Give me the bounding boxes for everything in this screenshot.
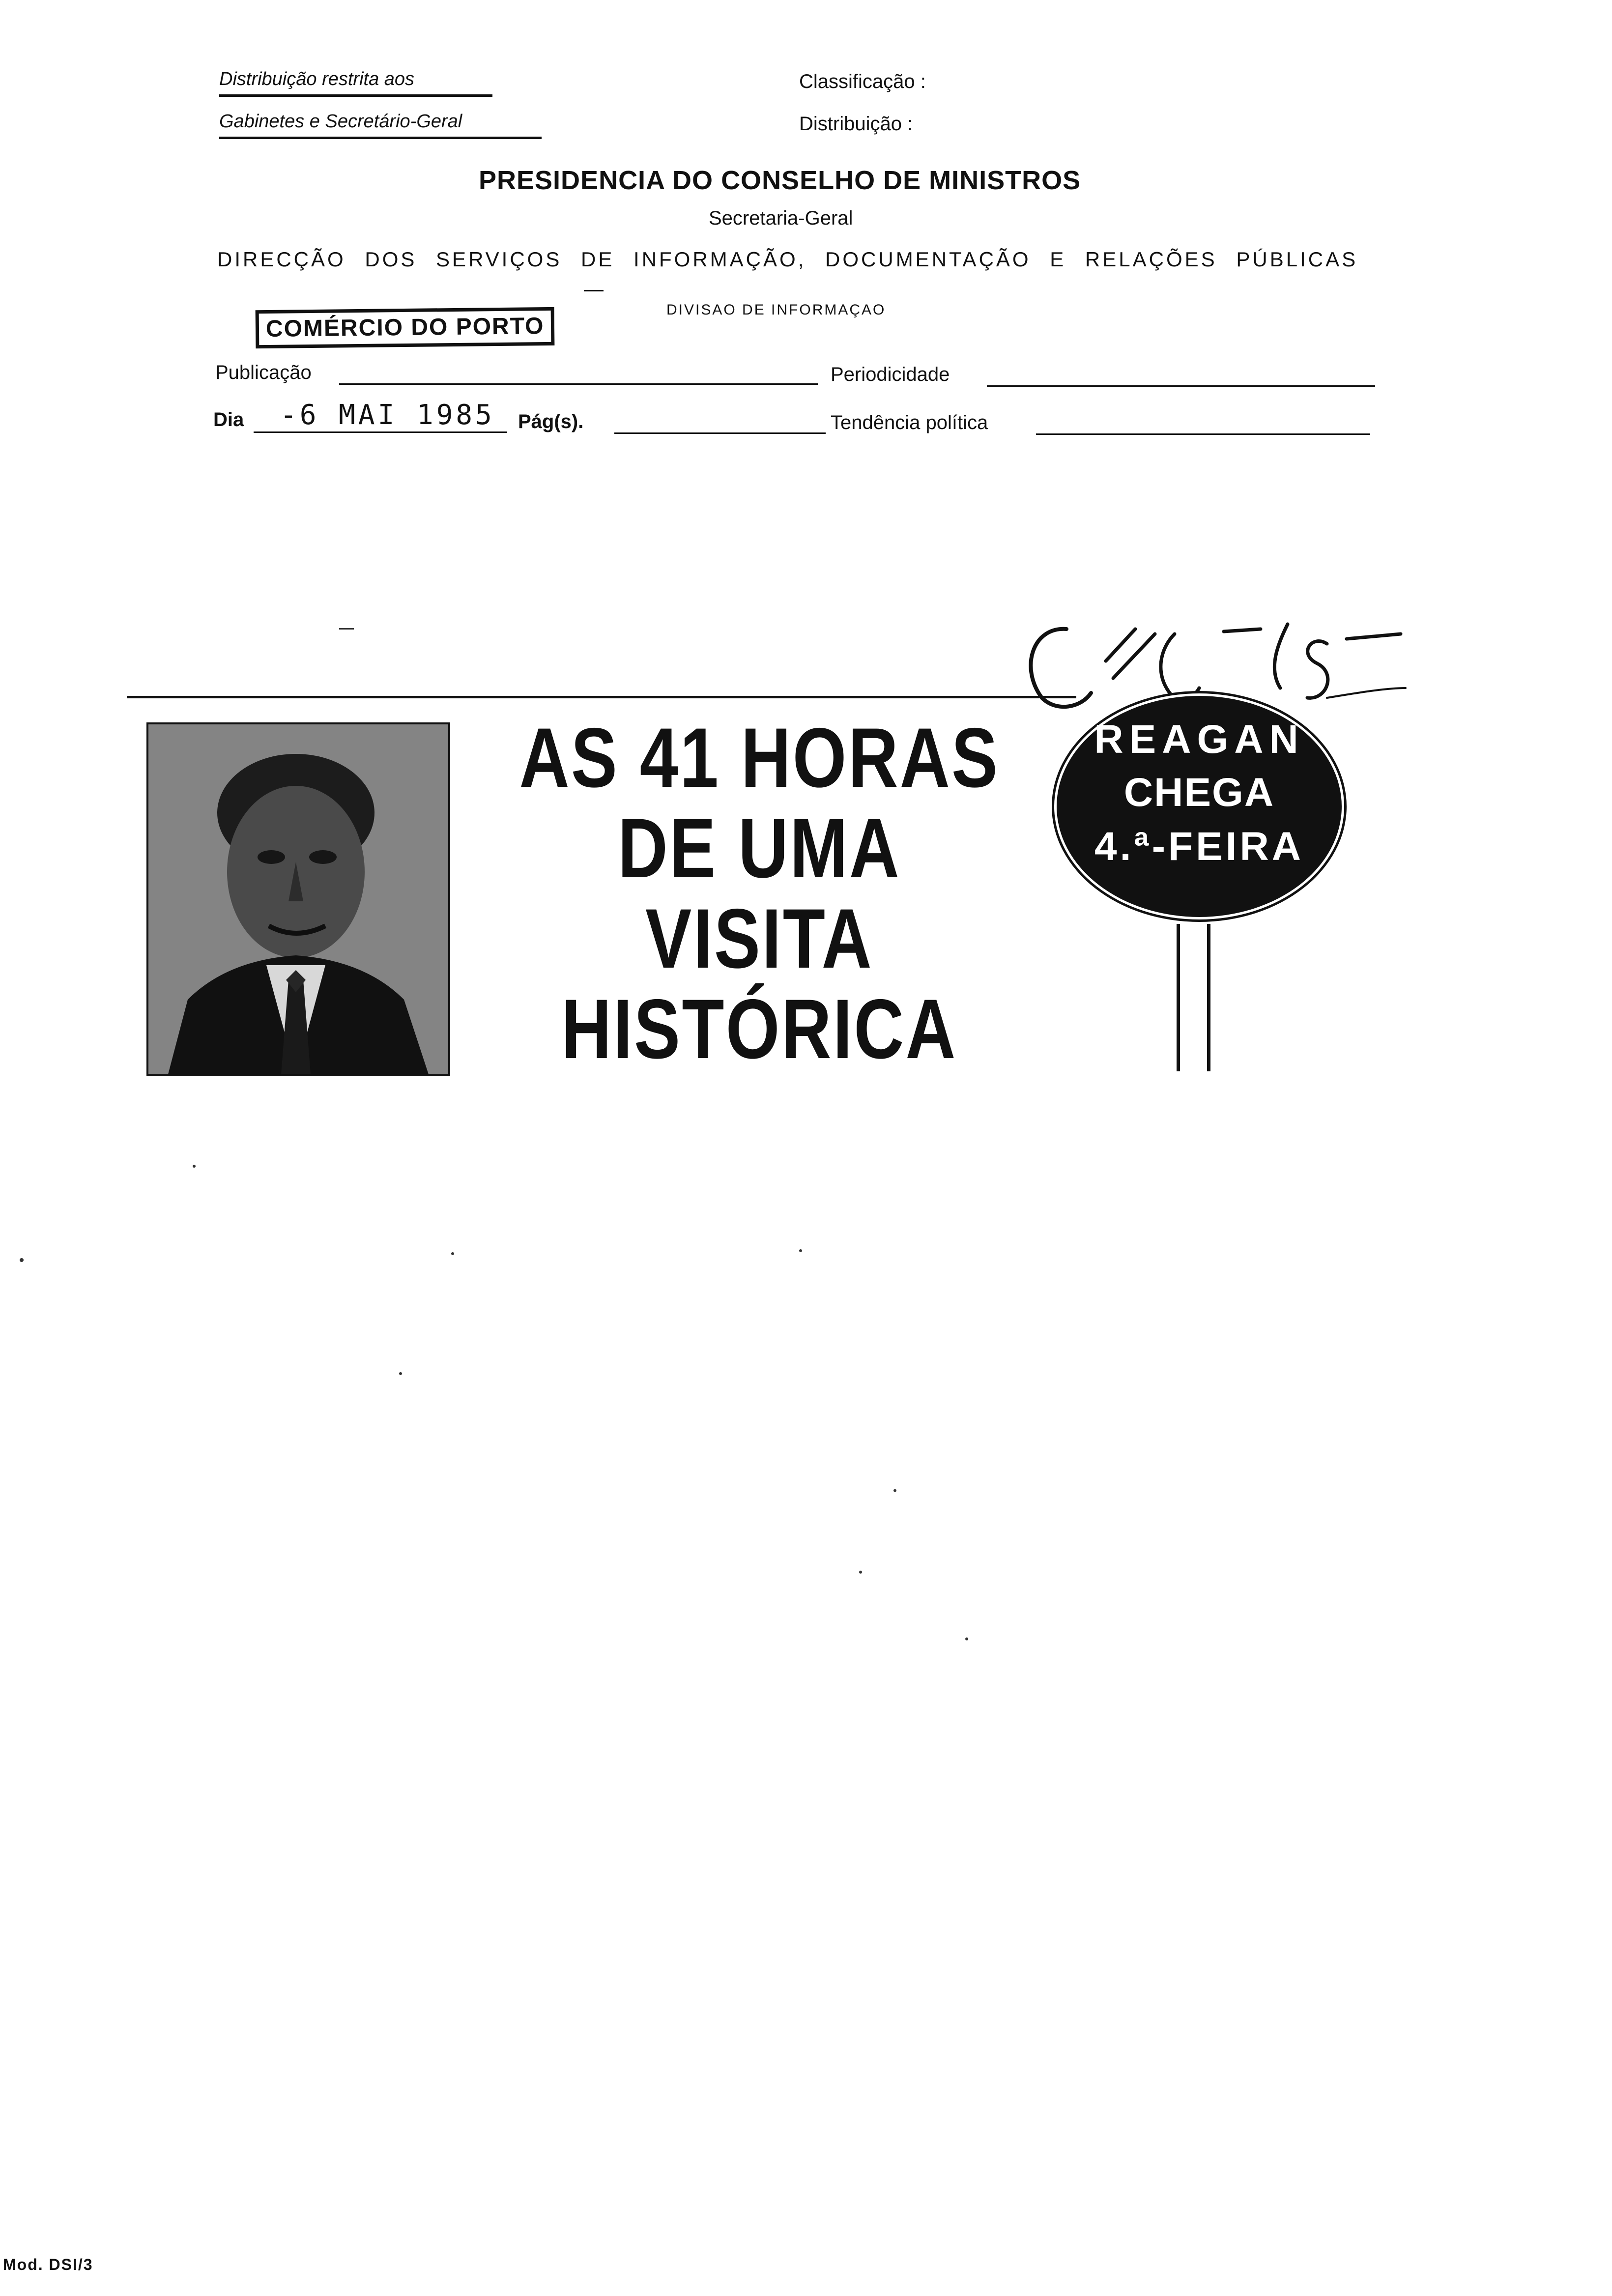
badge-line-2: CHEGA — [1123, 770, 1275, 815]
headline-line-3: VISITA — [645, 891, 873, 986]
headline-line-4: HISTÓRICA — [561, 982, 957, 1076]
scan-speck — [859, 1571, 862, 1574]
periodicidade-field-line — [987, 385, 1375, 387]
org-subtitle: Secretaria-Geral — [709, 207, 853, 229]
scan-speck — [451, 1252, 454, 1255]
org-title: PRESIDENCIA DO CONSELHO DE MINISTROS — [479, 166, 1081, 195]
restricted-distribution-line2: Gabinetes e Secretário-Geral — [219, 111, 462, 132]
headline-line-2: DE UMA — [618, 801, 901, 895]
dia-label: Dia — [213, 409, 244, 430]
dia-field-line — [254, 431, 507, 433]
classificacao-label: Classificação : — [799, 71, 926, 92]
dia-date-stamp: -6 MAI 1985 — [280, 399, 495, 431]
pags-field-line — [614, 432, 826, 434]
reagan-photo — [146, 722, 450, 1076]
reagan-badge — [1057, 696, 1342, 917]
direccao-line: DIRECÇÃO DOS SERVIÇOS DE INFORMAÇÃO, DOCUMENTAÇÃO E RELAÇÕES PÚBLICAS — [217, 248, 1358, 271]
scan-speck — [339, 628, 354, 630]
publication-stamp: COMÉRCIO DO PORTO — [256, 307, 555, 348]
headline-line-1: AS 41 HORAS — [519, 711, 1000, 805]
distribuicao-label: Distribuição : — [799, 113, 913, 135]
small-dash — [584, 290, 604, 291]
publicacao-field-line — [339, 383, 818, 385]
badge-line-1: REAGAN — [1094, 717, 1304, 762]
restricted-underline-1 — [219, 94, 492, 97]
restricted-underline-2 — [219, 137, 542, 139]
scan-speck — [799, 1249, 802, 1252]
tendencia-field-line — [1036, 433, 1370, 435]
periodicidade-label: Periodicidade — [831, 364, 950, 385]
badge-post-left — [1177, 924, 1180, 1071]
handwritten-text-hidden: C/ 5/5 — [1012, 608, 1034, 616]
scan-speck — [893, 1489, 896, 1492]
clipping-top-rule — [127, 696, 1076, 698]
model-code: Mod. DSI/3 — [3, 2256, 93, 2273]
publicacao-label: Publicação — [215, 362, 312, 383]
scan-speck — [20, 1258, 24, 1262]
badge-post-right — [1207, 924, 1210, 1071]
tendencia-label: Tendência política — [831, 412, 988, 433]
badge-line-3: 4.ª-FEIRA — [1094, 824, 1304, 869]
scan-speck — [399, 1372, 402, 1375]
restricted-distribution-line1: Distribuição restrita aos — [219, 69, 415, 89]
divisao-label: DIVISAO DE INFORMAÇAO — [666, 302, 886, 318]
pags-label: Pág(s). — [518, 411, 584, 432]
scan-speck — [193, 1165, 196, 1168]
headline-block — [457, 713, 1062, 1074]
scan-speck — [965, 1637, 968, 1640]
